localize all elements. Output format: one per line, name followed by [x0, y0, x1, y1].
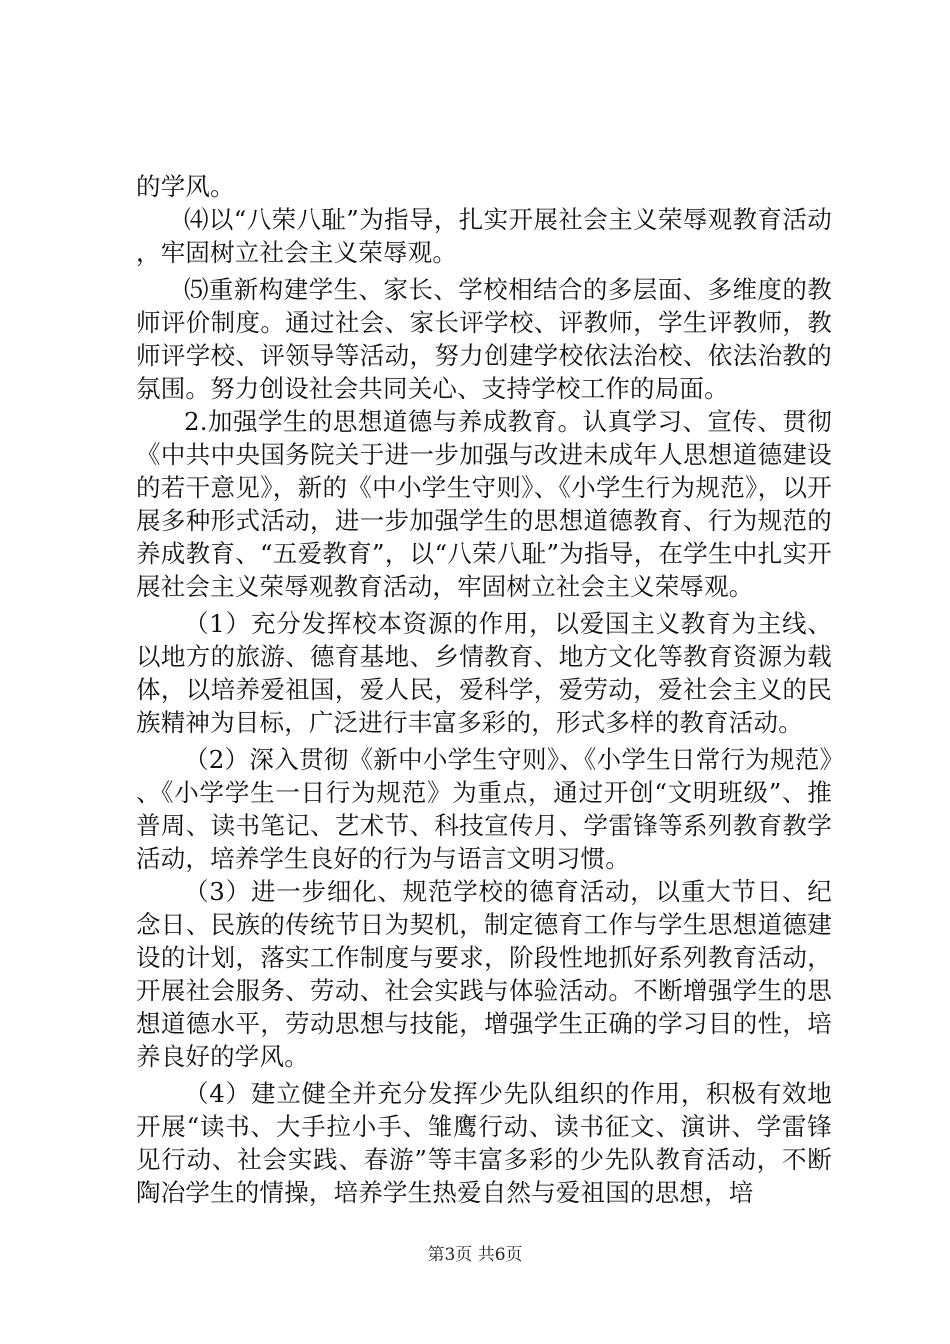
paragraph-item-4: ⑷以“八荣八耻”为指导，扎实开展社会主义荣辱观教育活动，牢固树立社会主义荣辱观。: [136, 205, 832, 267]
paragraph-sub-2: （2）深入贯彻《新中小学生守则》、《小学生日常行为规范》、《小学学生一日行为规范》为重点，通过开创“文明班级”、推普周、读书笔记、艺术节、科技宣传月、学雷锋等系列教育教学活动，培养学生良好的行为与语言文明习惯。: [136, 745, 832, 873]
paragraph-item-5: ⑸重新构建学生、家长、学校相结合的多层面、多维度的教师评价制度。通过社会、家长评学校、评教师，学生评教师，教师评学校、评领导等活动，努力创建学校依法治校、依法治教的氛围。努力创设社会共同关心、支持学校工作的局面。: [136, 275, 832, 403]
paragraph-section-2: 2.加强学生的思想道德与养成教育。认真学习、宣传、贯彻《中共中央国务院关于进一步加强与改进未成年人思想道德建设的若干意见》，新的《中小学生守则》、《小学生行为规范》，以开展多种形式活动，进一步加强学生的思想道德教育、行为规范的养成教育、“五爱教育”，以“八荣八耻”为指导，在学生中扎实开展社会主义荣辱观教育活动，牢固树立社会主义荣辱观。: [136, 407, 832, 601]
page-footer: 第3页 共6页: [427, 1245, 523, 1265]
document-body: [136, 170, 832, 1209]
paragraph-continuation: 的学风。: [136, 172, 235, 201]
paragraph-sub-4: （4）建立健全并充分发挥少先队组织的作用，积极有效地开展“读书、大手拉小手、雏鹰行动、读书征文、演讲、学雷锋见行动、社会实践、春游”等丰富多彩的少先队教育活动，不断陶冶学生的情操，培养学生热爱自然与爱祖国的思想，培: [136, 1079, 832, 1207]
paragraph-sub-3: （3）进一步细化、规范学校的德育活动，以重大节日、纪念日、民族的传统节日为契机，制定德育工作与学生思想道德建设的计划，落实工作制度与要求，阶段性地抓好系列教育活动，开展社会服务、劳动、社会实践与体验活动。不断增强学生的思想道德水平，劳动思想与技能，增强学生正确的学习目的性，培养良好的学风。: [136, 877, 832, 1071]
paragraph-sub-1: （1）充分发挥校本资源的作用，以爱国主义教育为主线、以地方的旅游、德育基地、乡情教育、地方文化等教育资源为载体，以培养爱祖国，爱人民，爱科学，爱劳动，爱社会主义的民族精神为目标，广泛进行丰富多彩的，形式多样的教育活动。: [136, 609, 832, 737]
